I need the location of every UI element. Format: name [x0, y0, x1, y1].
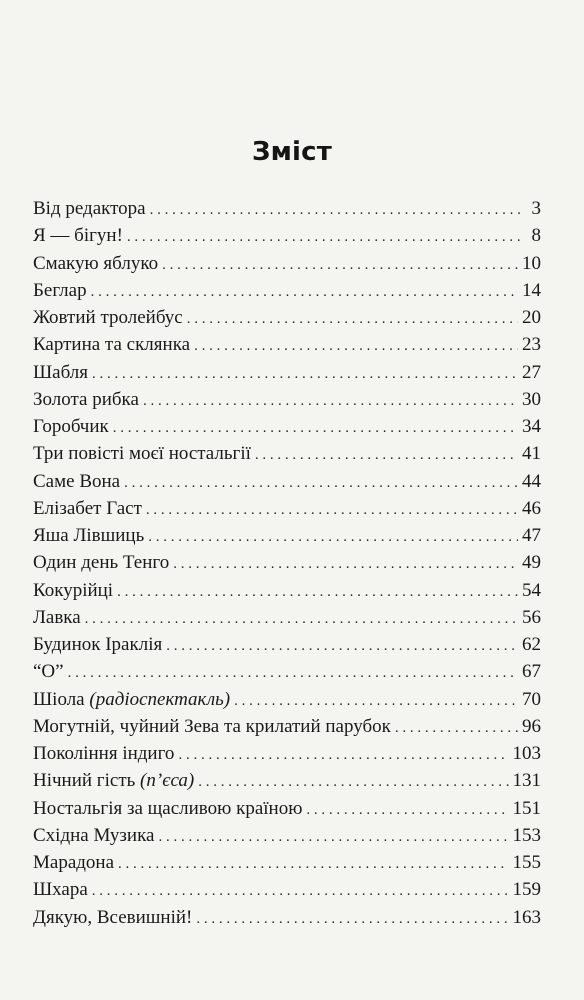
table-of-contents: [33, 195, 541, 931]
toc-entry: [33, 277, 541, 304]
toc-entry-title-text: Елізабет Гаст: [33, 497, 142, 519]
toc-entry-title-text: Я — бігун!: [33, 225, 123, 247]
toc-entry: [33, 686, 541, 713]
dot-leader: [162, 252, 518, 279]
toc-entry-title: [33, 849, 114, 876]
toc-entry-page-number: 46: [522, 497, 541, 519]
toc-entry-title: [33, 304, 183, 331]
dot-leader: [118, 851, 508, 878]
toc-entry-title-text: Могутній, чуйний Зева та крилатий парубок: [33, 715, 391, 737]
toc-entry-note: (п’єса): [140, 770, 195, 792]
toc-entry: [33, 631, 541, 658]
toc-entry-page-number: 8: [531, 225, 541, 247]
page-title: Зміст: [251, 137, 333, 167]
toc-entry: [33, 222, 541, 249]
toc-entry-page-number: 56: [522, 606, 541, 628]
dot-leader: [150, 197, 523, 224]
toc-entry-title-text: Золота рибка: [33, 388, 139, 410]
toc-entry-note: (радіоспектакль): [89, 688, 231, 710]
toc-entry-title-text: Картина та склянка: [33, 334, 191, 356]
toc-entry: [33, 522, 541, 549]
toc-entry: [33, 604, 541, 631]
toc-entry-title-text: Горобчик: [33, 416, 109, 437]
toc-entry-title: [33, 577, 113, 604]
dot-leader: [117, 579, 518, 606]
toc-entry-title-text: Шхара: [33, 879, 88, 901]
toc-entry-page-number: 67: [522, 661, 541, 683]
toc-entry-title: [33, 495, 142, 522]
toc-entry-page-number: 30: [522, 388, 541, 410]
toc-entry-page-number: 62: [522, 634, 541, 655]
dot-leader: [92, 361, 518, 388]
toc-entry-title: [33, 549, 169, 576]
toc-entry-title-text: Нічний гість: [33, 770, 136, 792]
toc-entry-title-text: Від редактора: [33, 198, 146, 219]
toc-entry: [33, 549, 541, 576]
toc-entry-title: [33, 686, 230, 713]
toc-entry-title-text: “О”: [33, 661, 64, 683]
toc-entry: [33, 195, 541, 222]
toc-entry-page-number: 159: [512, 879, 541, 901]
toc-entry: [33, 822, 541, 849]
toc-entry-title-text: Яша Лівшиць: [33, 525, 145, 546]
toc-entry-title: [33, 413, 109, 440]
toc-entry: [33, 468, 541, 495]
dot-leader: [92, 878, 509, 905]
dot-leader: [91, 279, 518, 306]
toc-entry-title: [33, 222, 123, 249]
toc-entry-title-text: Беглар: [33, 279, 87, 301]
dot-leader: [306, 797, 508, 824]
dot-leader: [68, 660, 518, 687]
toc-entry-title: [33, 795, 302, 822]
toc-entry-page-number: 47: [522, 525, 541, 546]
dot-leader: [166, 633, 518, 660]
toc-entry-page-number: 41: [522, 443, 541, 465]
dot-leader: [173, 551, 518, 578]
toc-entry-title-text: Дякую, Всевишній!: [33, 906, 193, 928]
toc-entry-title: [33, 604, 81, 631]
toc-entry-title-text: Шіола: [33, 688, 85, 710]
dot-leader: [187, 306, 518, 333]
toc-entry-title-text: Ностальгія за щасливою країною: [33, 797, 303, 819]
dot-leader: [143, 388, 518, 415]
toc-entry: [33, 304, 541, 331]
toc-entry-title-text: Жовтий тролейбус: [33, 307, 183, 328]
toc-entry-page-number: 103: [512, 743, 541, 764]
toc-entry-page-number: 23: [522, 334, 541, 356]
toc-entry-title: [33, 522, 144, 549]
toc-entry-title: [33, 359, 88, 386]
dot-leader: [146, 497, 518, 524]
toc-entry-title: [33, 386, 139, 413]
toc-entry-title-text: Один день Тенго: [33, 552, 170, 574]
dot-leader: [198, 769, 508, 796]
toc-entry: [33, 577, 541, 604]
dot-leader: [148, 524, 518, 551]
toc-entry-page-number: 151: [512, 797, 541, 819]
toc-entry-title-text: Кокурійці: [33, 579, 114, 601]
dot-leader: [127, 224, 523, 251]
toc-entry-title: [33, 713, 391, 740]
toc-entry-title-text: Східна Музика: [33, 824, 155, 846]
toc-entry-page-number: 155: [512, 852, 541, 873]
toc-entry-page-number: 49: [522, 552, 541, 574]
toc-entry: [33, 740, 541, 767]
toc-entry: [33, 767, 541, 794]
toc-entry: [33, 904, 541, 931]
toc-entry-title: [33, 876, 88, 903]
toc-entry-title: [33, 250, 158, 277]
dot-leader: [196, 906, 508, 933]
dot-leader: [194, 333, 518, 360]
toc-entry: [33, 795, 541, 822]
toc-entry-title-text: Марадона: [33, 852, 115, 873]
toc-entry-page-number: 70: [522, 688, 541, 710]
toc-entry-title-text: Лавка: [33, 606, 81, 628]
dot-leader: [113, 415, 518, 442]
toc-entry: [33, 849, 541, 876]
toc-entry-title: [33, 658, 64, 685]
toc-entry: [33, 713, 541, 740]
toc-entry: [33, 359, 541, 386]
toc-entry: [33, 440, 541, 467]
toc-entry-title-text: Саме Вона: [33, 470, 121, 492]
toc-entry-title: [33, 822, 154, 849]
toc-entry: [33, 250, 541, 277]
toc-entry: [33, 331, 541, 358]
toc-entry-title: [33, 740, 174, 767]
dot-leader: [395, 715, 518, 742]
toc-entry: [33, 386, 541, 413]
dot-leader: [124, 470, 518, 497]
toc-entry-page-number: 27: [522, 361, 541, 383]
toc-entry-page-number: 14: [522, 279, 541, 301]
toc-entry-page-number: 34: [522, 416, 541, 437]
toc-entry-title-text: Покоління індиго: [33, 743, 175, 764]
dot-leader: [178, 742, 508, 769]
toc-entry-page-number: 131: [512, 770, 541, 792]
toc-entry-title: [33, 440, 251, 467]
toc-entry: [33, 876, 541, 903]
toc-entry-page-number: 54: [522, 579, 541, 601]
toc-entry-title: [33, 195, 146, 222]
toc-entry: [33, 658, 541, 685]
toc-entry-title-text: Будинок Іраклія: [33, 634, 163, 655]
toc-entry-title: [33, 631, 162, 658]
toc-entry-page-number: 10: [522, 252, 541, 274]
toc-entry-title: [33, 277, 87, 304]
toc-entry-title-text: Смакую яблуко: [33, 252, 159, 274]
toc-entry-page-number: 44: [522, 470, 541, 492]
dot-leader: [234, 688, 518, 715]
toc-entry: [33, 495, 541, 522]
toc-entry-title: [33, 767, 194, 794]
toc-entry-title: [33, 331, 190, 358]
toc-entry-page-number: 3: [531, 198, 541, 219]
toc-entry-title: [33, 904, 192, 931]
dot-leader: [158, 824, 508, 851]
toc-entry-page-number: 96: [522, 715, 541, 737]
dot-leader: [255, 442, 518, 469]
toc-entry-page-number: 153: [512, 824, 541, 846]
toc-entry-page-number: 163: [512, 906, 541, 928]
toc-entry-page-number: 20: [522, 307, 541, 328]
toc-entry-title: [33, 468, 120, 495]
dot-leader: [85, 606, 518, 633]
toc-entry: [33, 413, 541, 440]
toc-entry-title-text: Шабля: [33, 361, 89, 383]
toc-entry-title-text: Три повісті моєї ностальгії: [33, 443, 251, 465]
